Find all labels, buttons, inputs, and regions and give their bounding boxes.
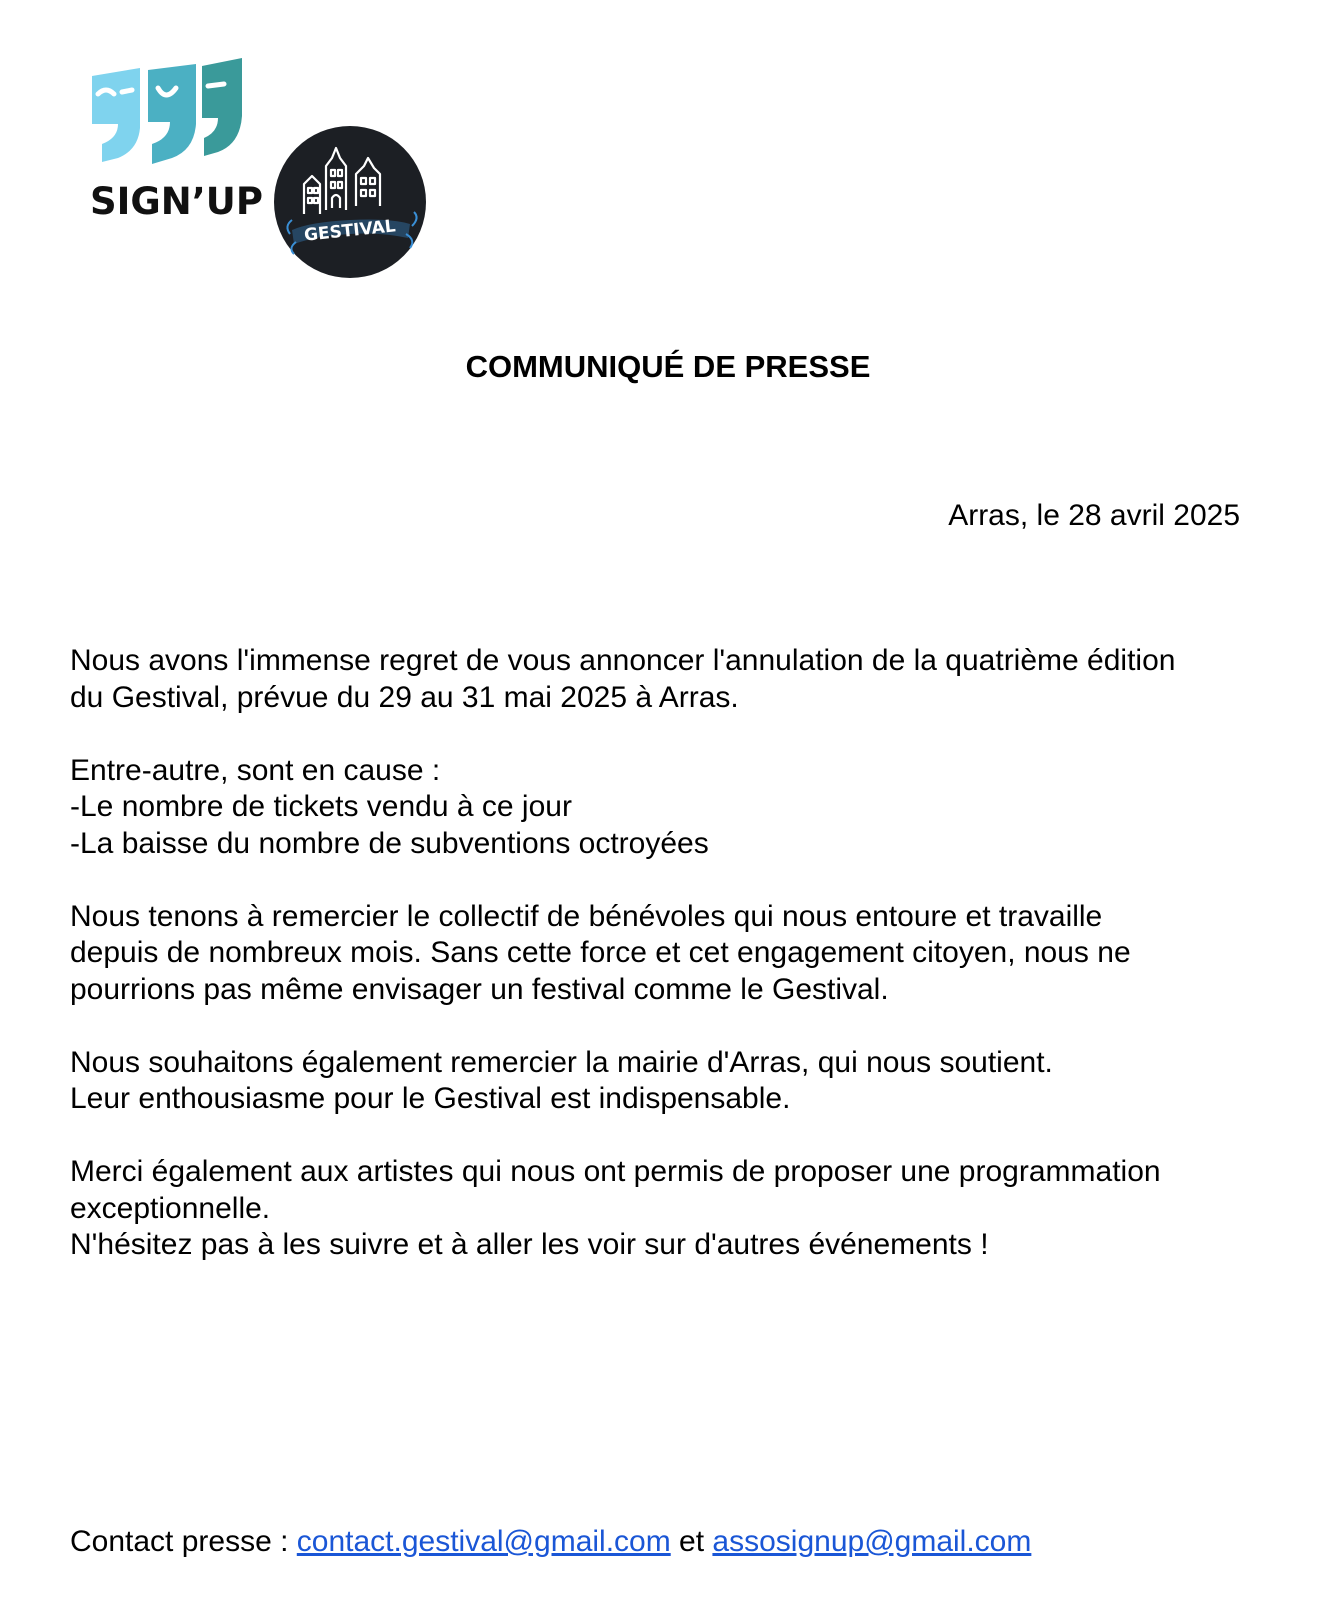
page-title: COMMUNIQUÉ DE PRESSE [465,349,871,384]
paragraph-announcement [70,643,1285,716]
contact-separator: et [670,1525,713,1558]
text-line: Merci également aux artistes qui nous ont permis de proposer une programmation [70,1155,1161,1188]
text-line: pourrions pas même envisager un festival comme le Gestival. [70,972,889,1006]
text-line: Entre-autre, sont en cause : [70,753,441,787]
paragraph-causes [70,753,1285,863]
signup-logo-text: SIGN’UP [90,180,263,223]
text-line: Leur enthousiasme pour le Gestival est indispensable. [70,1082,791,1115]
text-line: N'hésitez pas à les suivre et à aller les voir sur d'autres événements ! [70,1228,989,1261]
contact-label: Contact presse : [70,1525,297,1558]
logos-area [88,58,448,288]
list-item: -La baisse du nombre de subventions octroyées [70,826,709,860]
text-line: du Gestival, prévue du 29 au 31 mai 2025 à Arras. [70,680,739,714]
text-line: Nous avons l'immense regret de vous annoncer l'annulation de la quatrième édition [70,644,1176,677]
gestival-logo [270,122,430,282]
text-line: exceptionnelle. [70,1191,271,1225]
press-release-body [70,643,1285,1300]
paragraph-city-hall [70,1045,1285,1118]
list-item: -Le nombre de tickets vendu à ce jour [70,790,572,823]
text-line: Nous tenons à remercier le collectif de bénévoles qui nous entoure et travaille [70,899,1103,933]
contact-signup-email-link[interactable]: assosignup@gmail.com [712,1525,1032,1558]
text-line: depuis de nombreux mois. Sans cette force et cet engagement citoyen, nous ne [70,936,1131,969]
date-line: Arras, le 28 avril 2025 [948,499,1240,532]
paragraph-artists [70,1154,1285,1264]
paragraph-volunteers [70,899,1285,1009]
contact-gestival-email-link[interactable]: contact.gestival@gmail.com [296,1525,671,1558]
text-line: Nous souhaitons également remercier la mairie d'Arras, qui nous soutient. [70,1045,1053,1079]
gestival-logo-text: GESTIVAL [303,216,397,246]
press-contact [70,1524,1031,1560]
